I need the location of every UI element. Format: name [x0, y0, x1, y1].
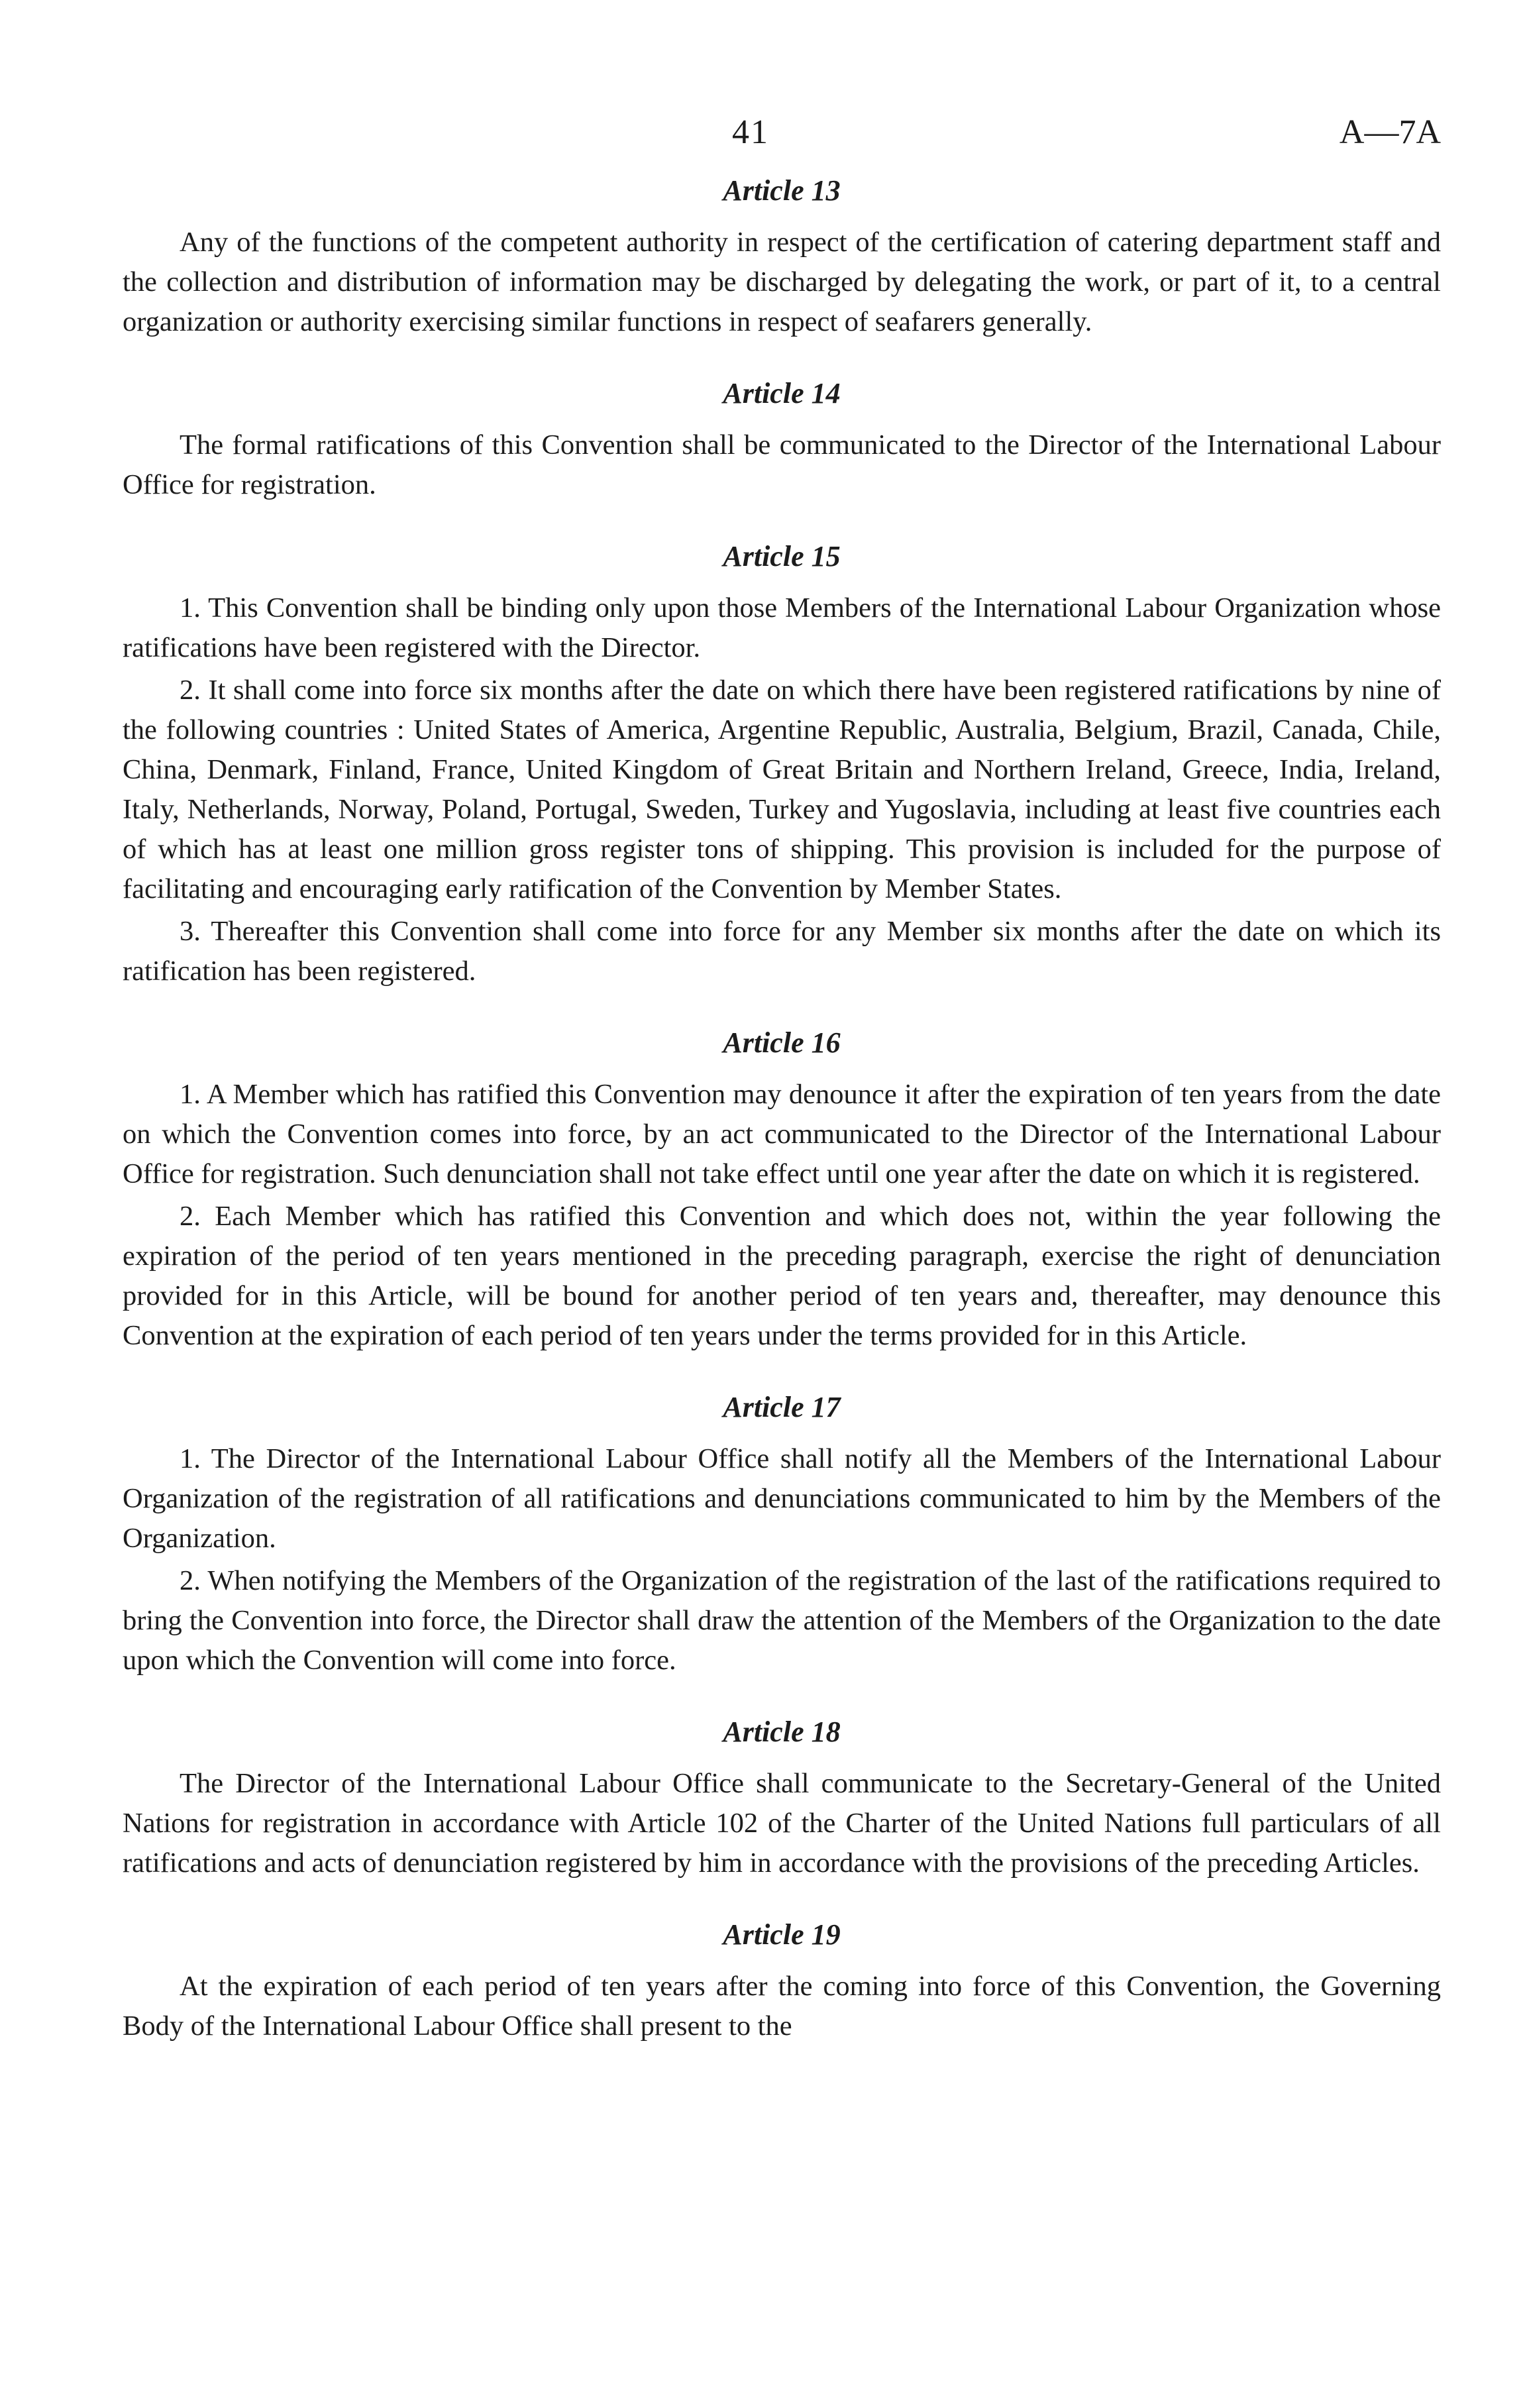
article-heading: Article 17 — [723, 1391, 841, 1423]
article-paragraph: 1. This Convention shall be binding only upon those Members of the International Labour Organization whose ratifications have been registered with the Director. — [123, 592, 1441, 663]
article-paragraph: Any of the functions of the competent authority in respect of the certification of catering department staff and the collection and distribution of information may be discharged by delegating the work, or part of it, to a central organization or authority exercising similar functions in respect of seafarers generally. — [123, 227, 1441, 337]
article-heading: Article 19 — [723, 1918, 841, 1951]
article-13 — [123, 174, 1441, 342]
article-17 — [123, 1390, 1441, 1680]
article-paragraph: 2. It shall come into force six months after the date on which there have been registered ratifications by nine of the following countries : United States of America, Argentine Republic, Australia, Belgium, Brazil, Canada, Chile, China, Denmark, Finland, France, United Kingdom of Great Britain and Northern Ireland, Greece, India, Ireland, Italy, Netherlands, Norway, Poland, Portugal, Sweden, Turkey and Yugoslavia, including at least five countries each of which has at least one million gross register tons of shipping. This provision is included for the purpose of facilitating and encouraging early ratification of the Convention by Member States. — [123, 675, 1441, 904]
article-paragraph: At the expiration of each period of ten years after the coming into force of this Convention, the Governing Body of the International Labour Office shall present to the — [123, 1971, 1441, 2042]
article-heading: Article 18 — [723, 1716, 841, 1748]
article-heading: Article 13 — [723, 174, 841, 207]
article-paragraph: 3. Thereafter this Convention shall come into force for any Member six months after the date on which its ratification has been registered. — [123, 916, 1441, 987]
article-14 — [123, 376, 1441, 505]
article-15 — [123, 539, 1441, 991]
document-reference: A—7A — [1339, 113, 1441, 151]
article-paragraph: 1. A Member which has ratified this Convention may denounce it after the expiration of ten years from the date on which the Convention comes into force, by an act communicated to the Director of the International Labour Office for registration. Such denunciation shall not take effect until one year after the date on which it is registered. — [123, 1079, 1441, 1189]
article-paragraph: 2. Each Member which has ratified this Convention and which does not, within the year following the expiration of the period of ten years mentioned in the preceding paragraph, exercise the right of denunciation provided for in this Article, will be bound for another period of ten years and, thereafter, may denounce this Convention at the expiration of each period of ten years under the terms provided for in this Article. — [123, 1201, 1441, 1351]
document-page — [123, 113, 1441, 2046]
article-paragraph: 2. When notifying the Members of the Organization of the registration of the last of the ratifications required to bring the Convention into force, the Director shall draw the attention of the Members of the Organization to the date upon which the Convention will come into force. — [123, 1565, 1441, 1676]
article-paragraph: 1. The Director of the International Labour Office shall notify all the Members of the International Labour Organization of the registration of all ratifications and denunciations communicated to him by the Members of the Organization. — [123, 1443, 1441, 1554]
article-18 — [123, 1715, 1441, 1883]
article-paragraph: The Director of the International Labour Office shall communicate to the Secretary-General of the United Nations for registration in accordance with Article 102 of the Charter of the United Nations full particulars of all ratifications and acts of denunciation registered by him in accordance with the provisions of the preceding Articles. — [123, 1768, 1441, 1879]
page-number: 41 — [732, 113, 769, 151]
article-heading: Article 14 — [723, 377, 841, 410]
article-16 — [123, 1026, 1441, 1356]
article-heading: Article 15 — [723, 540, 841, 573]
article-heading: Article 16 — [723, 1026, 841, 1059]
page-header — [123, 113, 1441, 174]
article-19 — [123, 1918, 1441, 2046]
article-paragraph: The formal ratifications of this Convention shall be communicated to the Director of the International Labour Office for registration. — [123, 429, 1441, 500]
